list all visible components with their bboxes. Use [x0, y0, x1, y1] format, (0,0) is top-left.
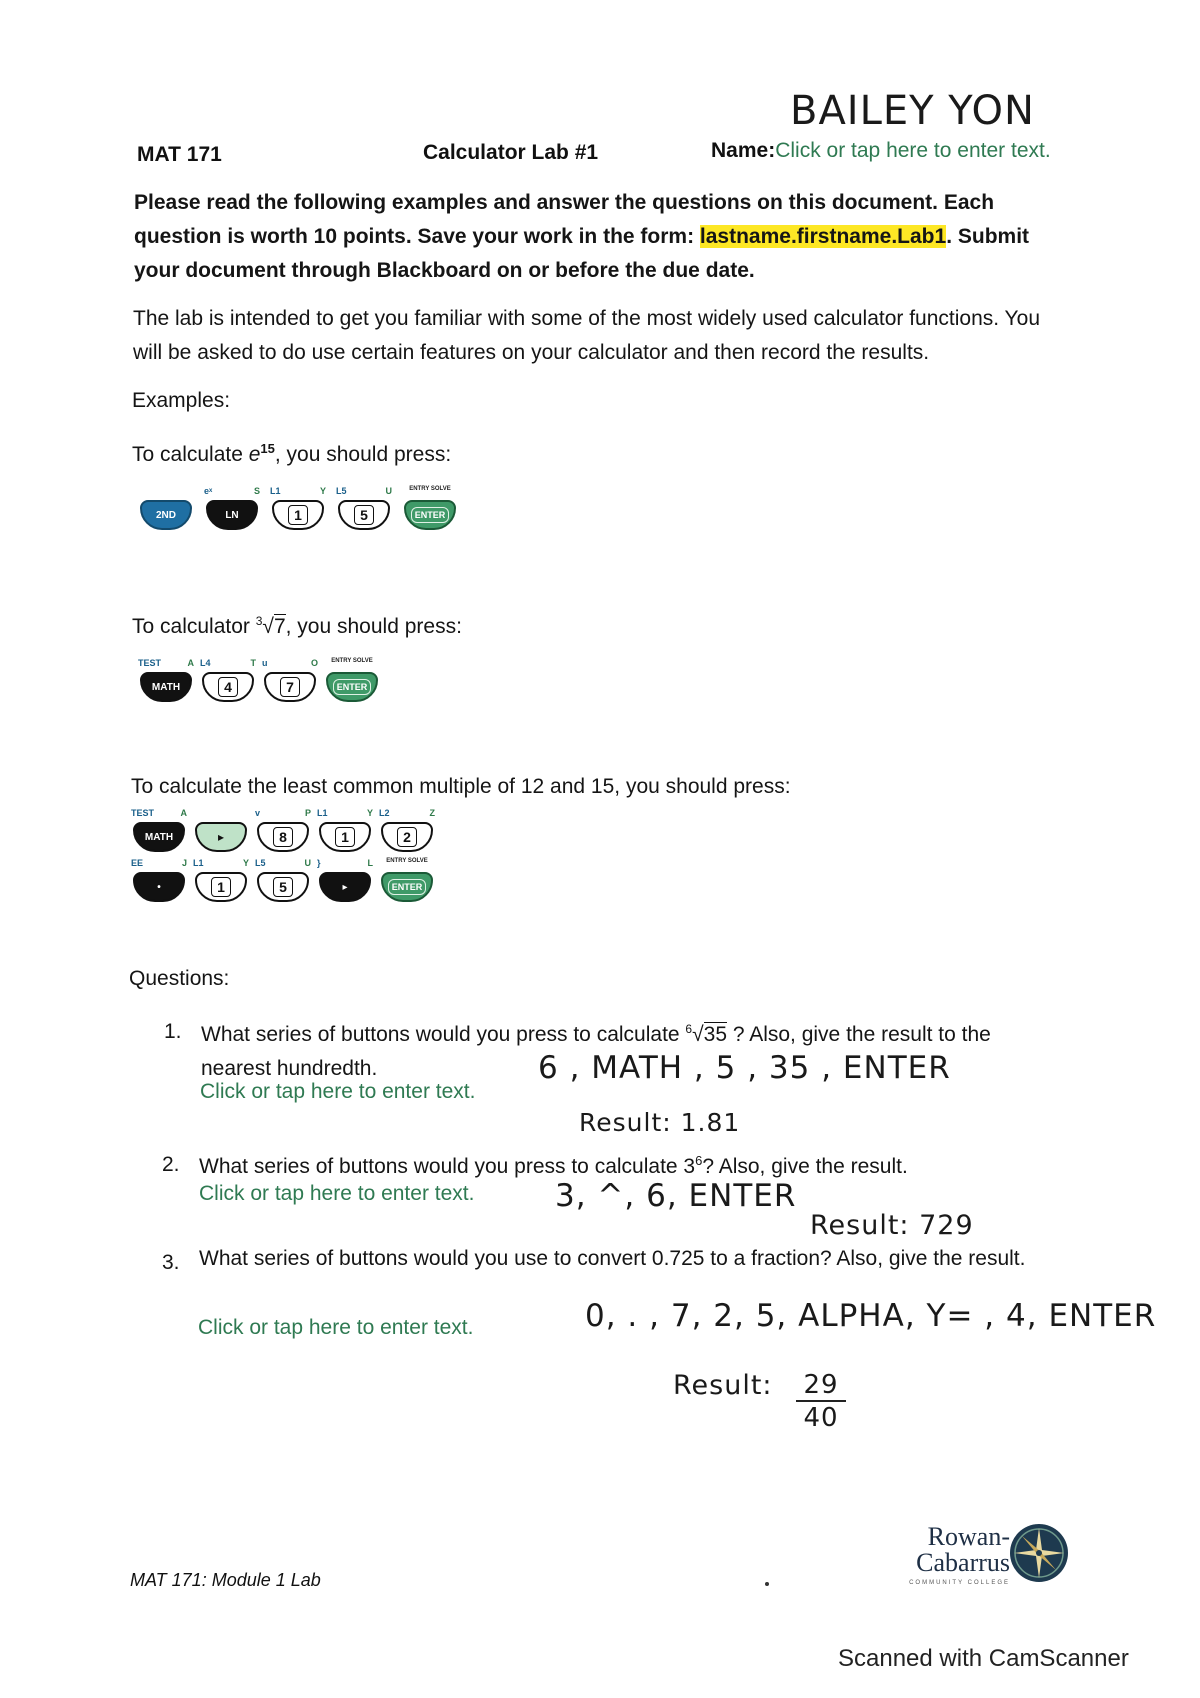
fraction-denominator: 40	[803, 1403, 839, 1433]
key-enter: ENTRY SOLVE ENTER	[381, 858, 433, 902]
question-2-text: What series of buttons would you press to calculate $3^6$? Also, give the result.	[199, 1153, 908, 1178]
course-code: MAT 171	[137, 143, 222, 166]
example-2-root-index: 3	[255, 614, 263, 628]
dot-mark	[765, 1582, 769, 1586]
question-3-handwritten-result-label: Result:	[673, 1370, 773, 1401]
instructions-text-b: . Submit your document through Blackboard on or before the due date.	[134, 225, 1030, 282]
question-3-answer-field[interactable]: Click or tap here to enter text.	[198, 1316, 474, 1339]
key-8: v P 8	[257, 808, 309, 852]
example-1-prefix: To calculate	[132, 443, 249, 466]
key-enter: ENTRY SOLVE ENTER	[404, 486, 456, 530]
key-5: L5 U 5	[257, 858, 309, 902]
key-ln: eˣ S LN	[206, 486, 258, 530]
key-5: L5 U 5	[338, 486, 390, 530]
lab-title: Calculator Lab #1	[423, 141, 599, 164]
example-1-text	[132, 432, 451, 472]
examples-heading: Examples:	[132, 389, 231, 412]
fraction-numerator: 29	[796, 1370, 846, 1402]
key-1: L1 Y 1	[195, 858, 247, 902]
logo-line-2: Cabarrus	[916, 1548, 1010, 1577]
radical-icon: √	[692, 1023, 704, 1046]
example-3-keys-row-1	[133, 808, 433, 852]
compass-icon	[1008, 1522, 1070, 1584]
questions-heading: Questions:	[129, 967, 230, 990]
key-enter: ENTRY SOLVE ENTER	[326, 658, 378, 702]
question-2-number: 2.	[162, 1153, 180, 1176]
key-math: TEST A MATH	[140, 658, 192, 702]
question-1-answer-field[interactable]: Click or tap here to enter text.	[200, 1080, 476, 1103]
key-comma: EE J •	[133, 858, 185, 902]
key-7: u O 7	[264, 658, 316, 702]
key-1: L1 Y 1	[319, 808, 371, 852]
college-logo	[880, 1520, 1070, 1590]
example-3-text: To calculate the least common multiple of 12 and 15, you should press:	[131, 775, 791, 798]
key-1: L1 Y 1	[272, 486, 324, 530]
question-2-answer-field[interactable]: Click or tap here to enter text.	[199, 1182, 475, 1205]
key-close-paren: } L ▸	[319, 858, 371, 902]
question-2-handwritten-answer: 3, ^, 6, ENTER	[555, 1178, 797, 1214]
question-1-text: What series of buttons would you press to calculate $^6$√35 ? Also, give the result to the nearest hundredth.	[201, 1022, 991, 1080]
question-2-handwritten-result: Result: 729	[810, 1210, 974, 1241]
name-placeholder[interactable]: Click or tap here to enter text.	[775, 139, 1051, 162]
filename-format: lastname.firstname.Lab1	[699, 225, 947, 248]
example-1-keys	[140, 486, 456, 530]
footer-module: MAT 171: Module 1 Lab	[130, 1570, 321, 1590]
key-2: L2 Z 2	[381, 808, 433, 852]
key-4: L4 T 4	[202, 658, 254, 702]
instructions-paragraph	[134, 186, 1074, 288]
example-2-suffix: , you should press:	[285, 615, 462, 638]
question-3-number: 3.	[162, 1251, 180, 1274]
example-2-radicand: 7	[273, 615, 286, 638]
example-1-base: e	[248, 443, 261, 466]
example-2-prefix: To calculator	[132, 615, 256, 638]
question-1-number: 1.	[164, 1020, 182, 1043]
name-field[interactable]	[711, 139, 1051, 163]
example-2-keys	[140, 658, 378, 702]
key-right-arrow: ▸	[195, 808, 247, 852]
example-1-exponent: 15	[260, 441, 275, 456]
question-3-fraction	[796, 1370, 846, 1434]
radical-icon: √	[262, 615, 274, 638]
logo-line-1: Rowan-	[927, 1522, 1010, 1551]
instructions-text-a: Please read the following examples and answer the questions on this document. Each question is worth 10 points. Save your work in the form:	[134, 191, 995, 248]
key-2nd: 2ND	[140, 486, 192, 530]
scanner-watermark: Scanned with CamScanner	[838, 1645, 1129, 1672]
lab-purpose-paragraph: The lab is intended to get you familiar with some of the most widely used calculator functions. You will be asked to do use certain features on your calculator and then record the results.	[133, 307, 1040, 364]
example-3-keys-row-2	[133, 858, 433, 902]
key-math: TEST A MATH	[133, 808, 185, 852]
example-1-suffix: , you should press:	[274, 443, 452, 466]
question-1-handwritten-result: Result: 1.81	[579, 1108, 741, 1137]
question-3-text: What series of buttons would you use to convert 0.725 to a fraction? Also, give the result.	[199, 1247, 1026, 1270]
handwritten-name: BAILEY YON	[790, 88, 1035, 134]
example-2-text	[132, 604, 462, 644]
question-3-handwritten-answer: 0, . , 7, 2, 5, ALPHA, Y= , 4, ENTER	[585, 1298, 1157, 1334]
name-label: Name:	[711, 139, 776, 162]
logo-subtitle: COMMUNITY COLLEGE	[909, 1580, 1010, 1586]
question-1-handwritten-answer: 6 , MATH , 5 , 35 , ENTER	[538, 1050, 951, 1086]
